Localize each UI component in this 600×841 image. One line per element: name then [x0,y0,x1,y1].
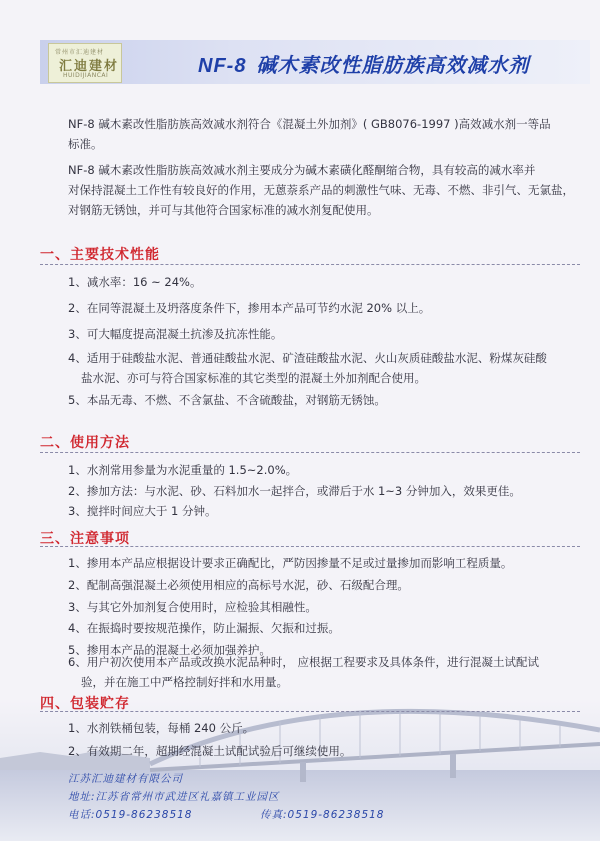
list-item: 3、与其它外加剂复合使用时，应检验其相融性。 [68,600,317,614]
company-fax: 传真:0519-86238518 [260,809,385,821]
list-item: 4、在振捣时要按规范操作，防止漏振、欠振和过振。 [68,621,340,635]
title-banner [40,40,590,84]
list-item: 5、掺用本产品的混凝土必须加强养护。 [68,643,271,657]
section-heading-usage: 二、使用方法 [40,435,130,451]
logo-tagline: 常州市汇迪建材 [55,49,105,56]
list-item: 6、用户初次使用本产品或改换水泥品种时， 应根据工程要求及具体条件，进行混凝土试配试 验，并在施工中严格控制好拌和水用量。 [68,655,539,689]
section-divider [40,711,580,712]
list-item: 3、可大幅度提高混凝土抗渗及抗冻性能。 [68,327,283,341]
list-item: 1、水剂铁桶包装，每桶 240 公斤。 [68,721,255,735]
company-logo [48,43,122,83]
list-item: 2、在同等混凝土及坍落度条件下，掺用本产品可节约水泥 20% 以上。 [68,301,431,315]
section-divider [40,452,580,453]
company-name: 江苏汇迪建材有限公司 [68,773,183,785]
list-item: 1、减水率：16 ~ 24%。 [68,275,202,289]
section-heading-precautions: 三、注意事项 [40,531,130,547]
list-item: 2、有效期二年，超期经混凝土试配试验后可继续使用。 [68,744,352,758]
list-item: 5、本品无毒、不燃、不含氯盐、不含硫酸盐，对钢筋无锈蚀。 [68,393,386,407]
product-model: NF-8 [198,55,247,77]
company-phone: 电话:0519-86238518 [68,809,193,821]
logo-name: 汇迪建材 [59,59,120,74]
product-name: 碱木素改性脂肪族高效减水剂 [256,53,530,77]
list-item: 1、水剂常用参量为水泥重量的 1.5~2.0%。 [68,463,298,477]
company-address: 地址:江苏省常州市武进区礼嘉镇工业园区 [68,791,280,803]
list-item: 2、掺加方法：与水泥、砂、石料加水一起拌合，或滞后于水 1~3 分钟加入，效果更佳。 [68,484,521,498]
product-title [198,49,529,78]
section-divider [40,546,580,547]
intro-paragraph-2: NF-8 碱木素改性脂肪族高效减水剂主要成分为碱木素磺化醛酮缩合物，具有较高的减水率并 对保持混凝土工作性有较良好的作用，无蒽萘系产品的刺激性气味、无毒、不燃、非引气、无氯盐， 对钢筋无锈蚀，并可与其他符合国家标准的减水剂复配使用。 [68,163,574,217]
section-divider [40,264,580,265]
logo-english: HUIDIJIANCAI [63,72,109,79]
list-item: 4、适用于硅酸盐水泥、普通硅酸盐水泥、矿渣硅酸盐水泥、火山灰质硅酸盐水泥、粉煤灰硅酸 盐水泥、亦可与符合国家标准的其它类型的混凝土外加剂配合使用。 [68,351,547,385]
section-heading-specs: 一、主要技术性能 [40,247,160,263]
list-item: 3、搅拌时间应大于 1 分钟。 [68,504,217,518]
section-heading-packaging: 四、包装贮存 [40,696,130,712]
list-item: 1、掺用本产品应根据设计要求正确配比，严防因掺量不足或过量掺加而影响工程质量。 [68,556,513,570]
intro-paragraph-1: NF-8 碱木素改性脂肪族高效减水剂符合《混凝土外加剂》( GB8076-1997 )高效减水剂一等品 标准。 [68,117,551,151]
list-item: 2、配制高强混凝土必须使用相应的高标号水泥，砂、石级配合理。 [68,578,409,592]
